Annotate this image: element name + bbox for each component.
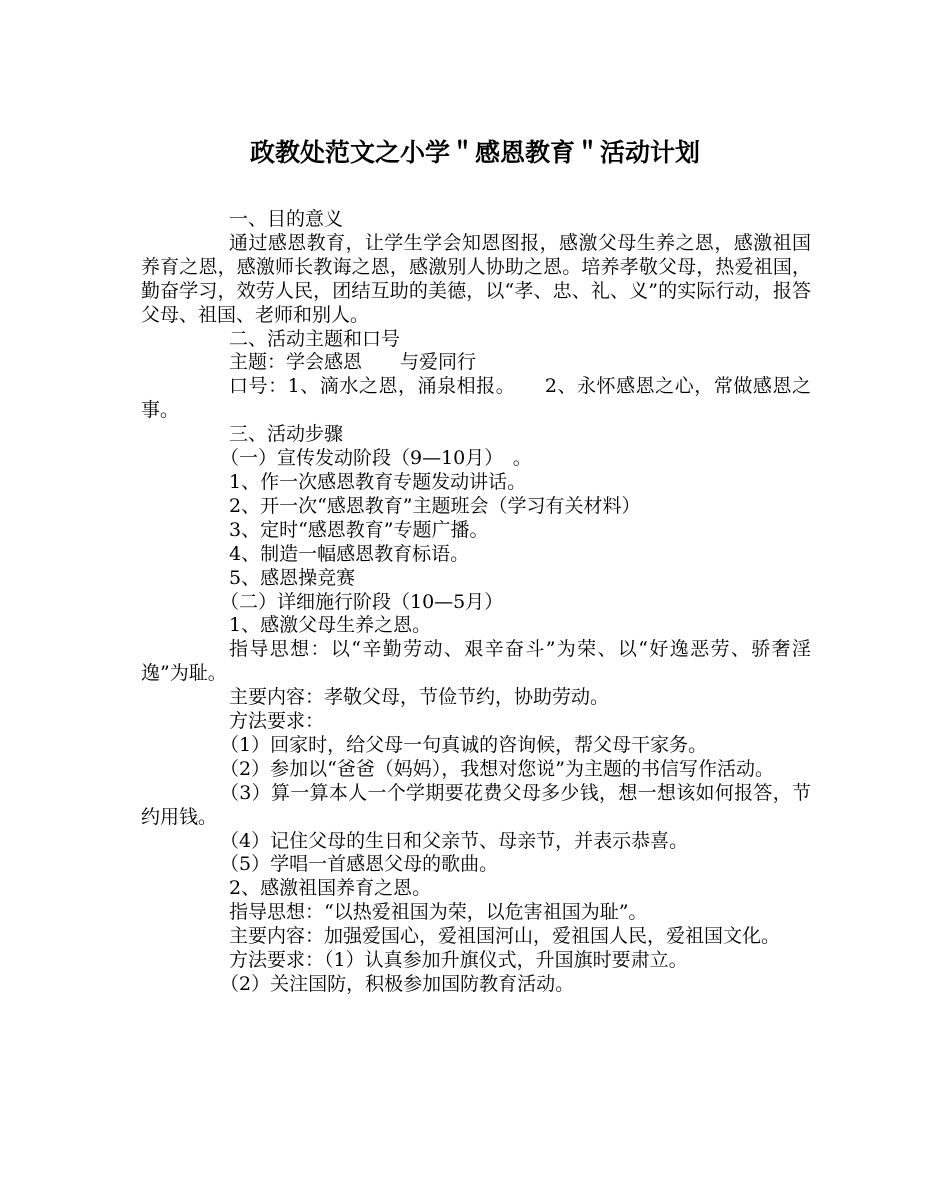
list-item: （2）关注国防，积极参加国防教育活动。 <box>220 973 575 995</box>
heading-steps: 三、活动步骤 <box>229 423 344 446</box>
section-heading-parents: 1、感激父母生养之恩。 <box>229 614 432 637</box>
list-item: 1、作一次感恩教育专题发动讲话。 <box>229 470 527 493</box>
document-body <box>141 208 811 997</box>
list-item: （5）学唱一首感恩父母的歌曲。 <box>220 853 499 876</box>
paragraph-method-label: 方法要求： <box>229 710 325 733</box>
subheading-stage-two: （二）详细施行阶段（10—5月） <box>220 590 504 613</box>
list-item: 4、制造一幅感恩教育标语。 <box>229 542 470 565</box>
list-item: （2）参加以“爸爸（妈妈），我想对您说”为主题的书信写作活动。 <box>220 757 775 780</box>
paragraph-guiding-idea: 指导思想：以“辛勤劳动、艰辛奋斗”为荣、以“好逸恶劳、骄奢淫逸”为耻。 <box>141 638 811 685</box>
paragraph-theme: 主题：学会感恩 与爱同行 <box>229 351 477 374</box>
heading-purpose: 一、目的意义 <box>229 208 344 230</box>
list-item: （4）记住父母的生日和父亲节、母亲节，并表示恭喜。 <box>220 829 689 852</box>
paragraph-main-content: 主要内容：孝敬父母，节俭节约，协助劳动。 <box>229 686 610 709</box>
document-title: 政教处范文之小学＂感恩教育＂活动计划 <box>249 138 700 167</box>
paragraph-main-content: 主要内容：加强爱国心，爱祖国河山，爱祖国人民，爱祖国文化。 <box>229 925 781 948</box>
paragraph-slogan: 口号：1、滴水之恩，涌泉相报。 2、永怀感恩之心，常做感恩之事。 <box>141 375 811 422</box>
paragraph-guiding-idea: 指导思想：“以热爱祖国为荣，以危害祖国为耻”。 <box>229 901 648 924</box>
paragraph-purpose-text: 通过感恩教育，让学生学会知恩图报，感激父母生养之恩，感激祖国养育之恩，感激师长教诲之恩，感激别人协助之恩。培养孝敬父母，热爱祖国，勤奋学习，效劳人民，团结互助的美德，以“孝、忠、礼、义”的实际行动，报答父母、祖国、老师和别人。 <box>141 231 811 326</box>
list-item: 2、开一次“感恩教育”主题班会（学习有关材料） <box>229 494 641 517</box>
list-item: （1）回家时，给父母一句真诚的咨询候，帮父母干家务。 <box>220 733 708 756</box>
list-item: 3、定时“感恩教育”专题广播。 <box>229 518 489 541</box>
list-item: （3）算一算本人一个学期要花费父母多少钱，想一想该如何报答，节约用钱。 <box>141 781 811 828</box>
list-item: 5、感恩操竞赛 <box>229 566 356 589</box>
subheading-stage-one: （一）宣传发动阶段（9—10月） 。 <box>220 447 532 470</box>
heading-theme-slogan: 二、活动主题和口号 <box>229 327 401 350</box>
section-heading-country: 2、感激祖国养育之恩。 <box>229 877 432 900</box>
paragraph-method-label: 方法要求：（1）认真参加升旗仪式，升国旗时要肃立。 <box>229 949 688 972</box>
